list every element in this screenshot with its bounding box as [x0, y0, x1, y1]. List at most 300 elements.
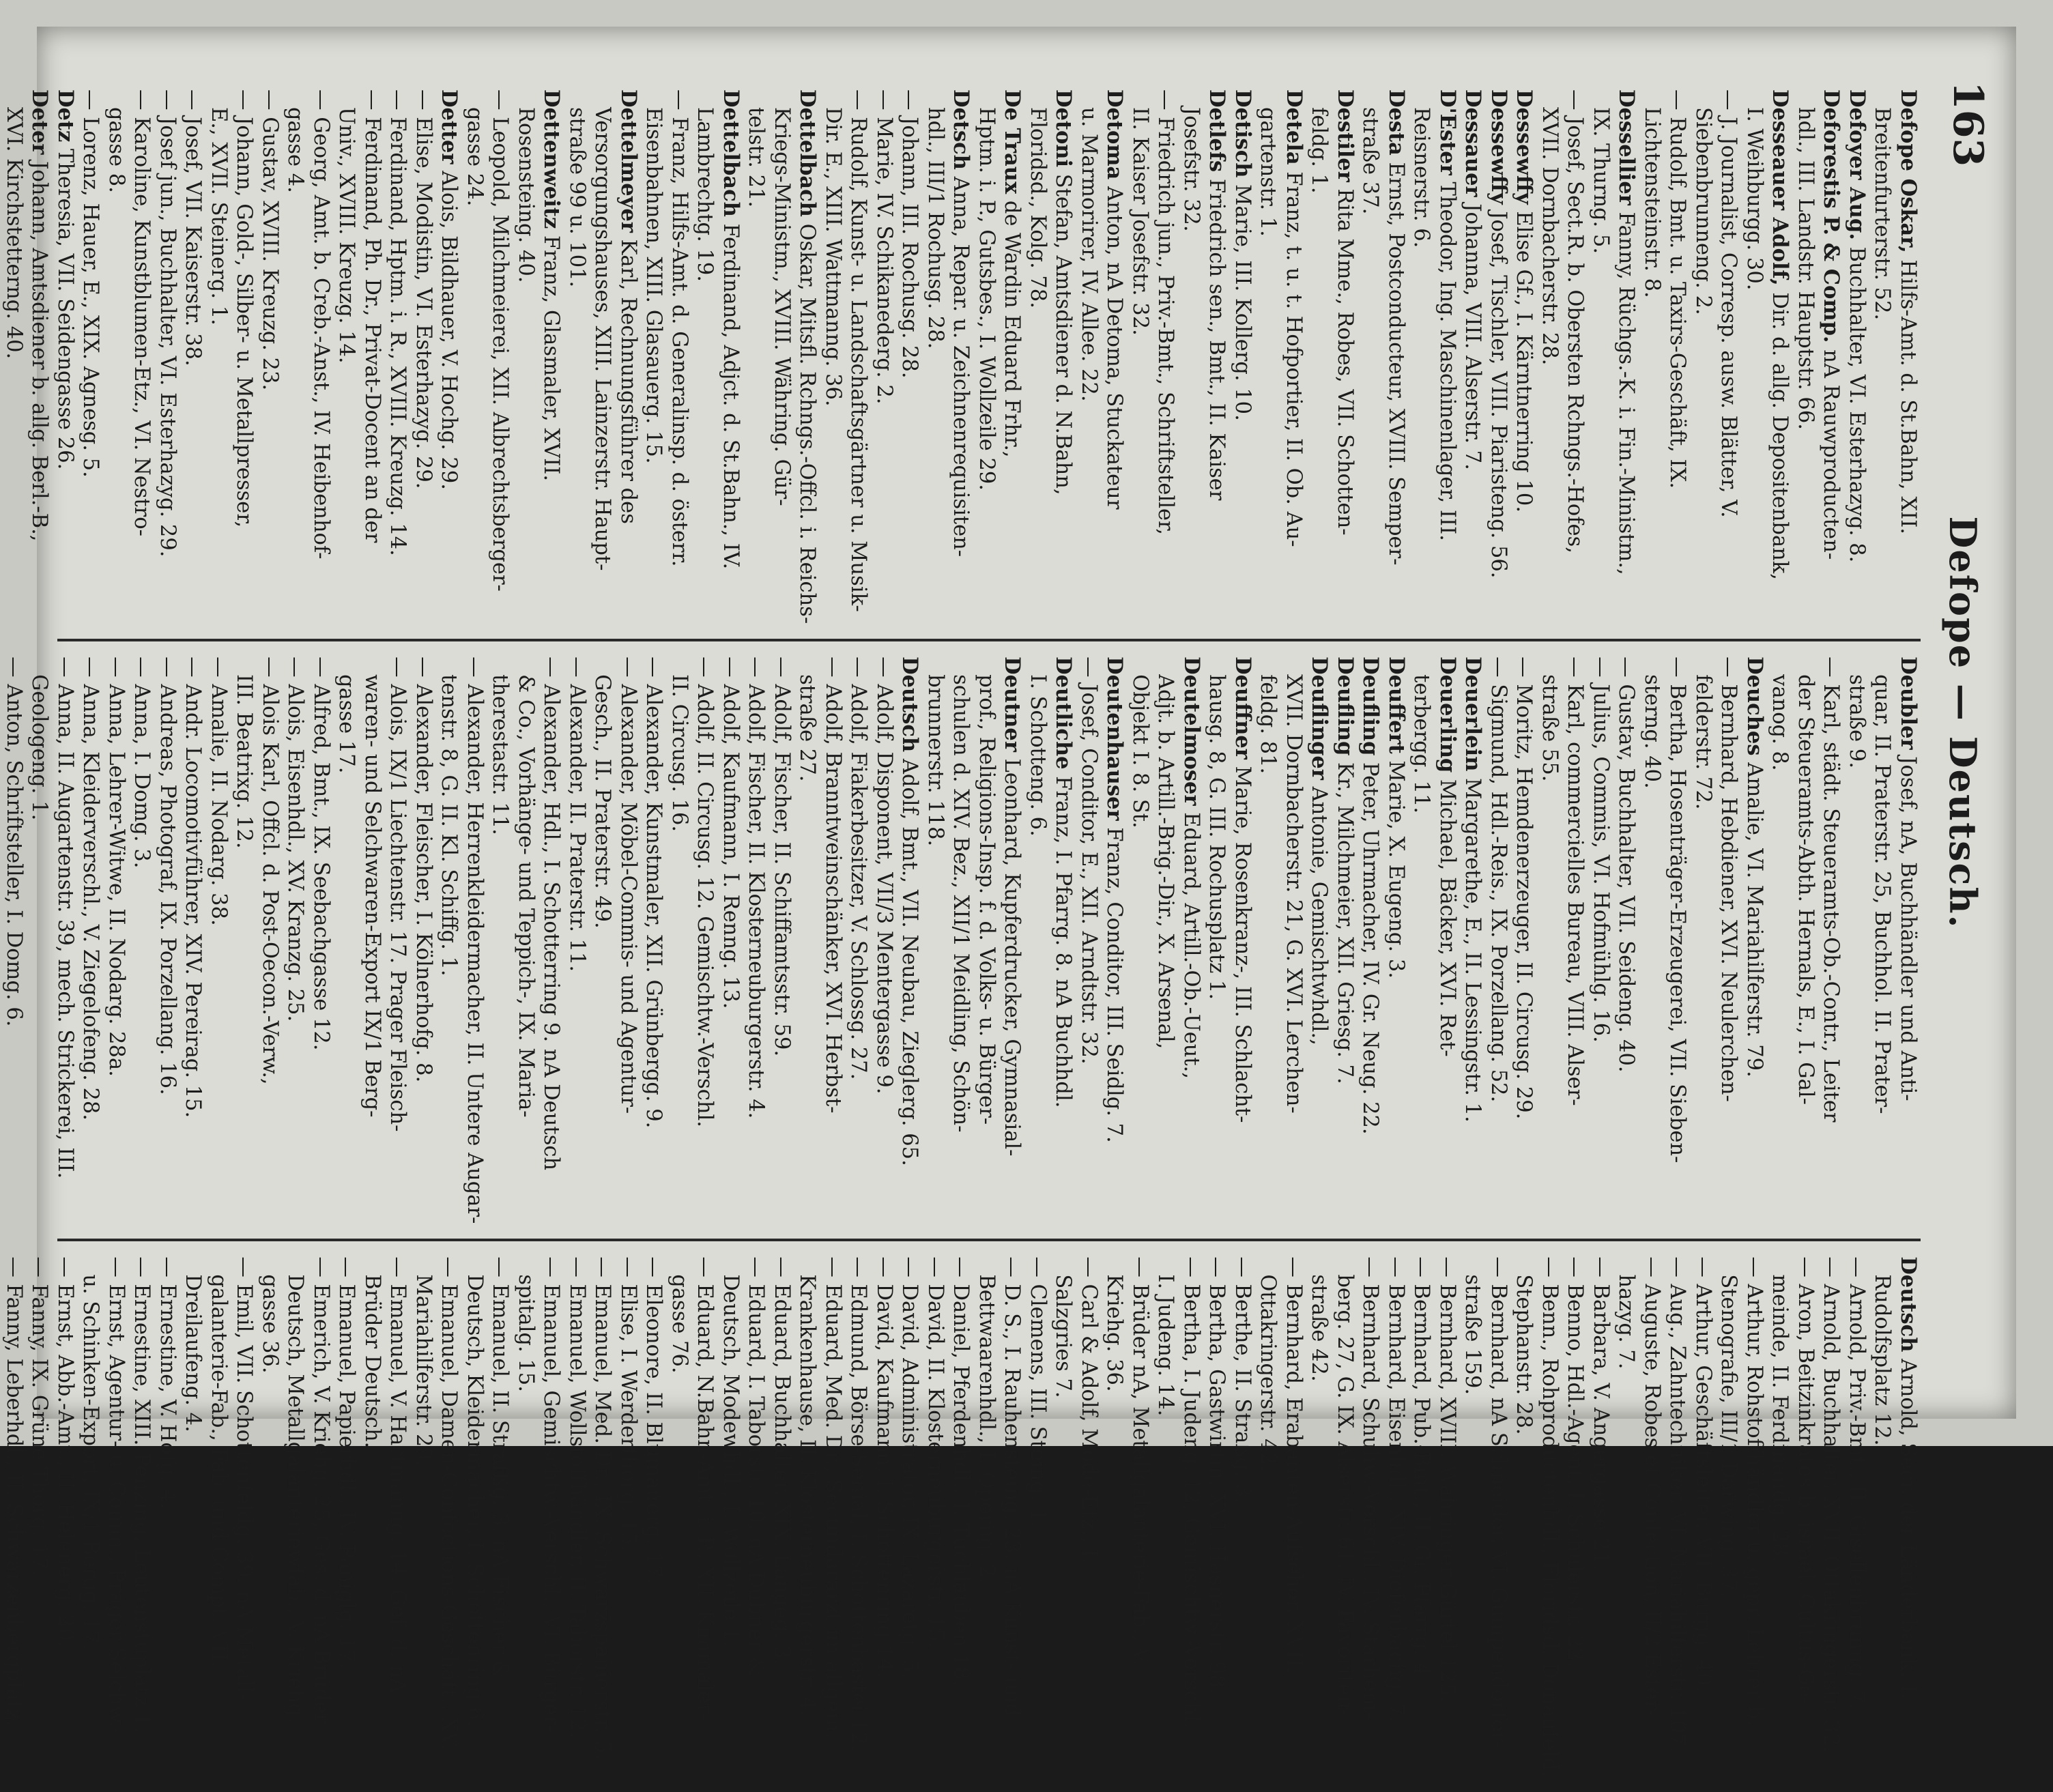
- entry-text: feldg. 1.: [1307, 107, 1332, 194]
- directory-entry: [718, 89, 744, 624]
- directory-entry: [283, 1256, 308, 1777]
- entry-text: [0, 143, 1, 531]
- directory-entry: [872, 656, 898, 1224]
- entry-name: — Franz,: [667, 89, 691, 185]
- entry-text: Breitenfurterstr. 52.: [1870, 107, 1895, 321]
- directory-entry: [257, 656, 283, 1224]
- entry-text: gasse 36.: [258, 1274, 282, 1374]
- directory-entry: [334, 656, 360, 1224]
- entry-name: Detsch: [949, 89, 974, 170]
- entry-text: N.Bahn-Amt. i. P., XII. Kimmaler-: [693, 1374, 717, 1720]
- entry-text: Commis, VI. Hofmühlg. 16.: [1589, 756, 1613, 1043]
- directory-entry: [436, 1256, 462, 1777]
- entry-text: Fiakerbesitzer, V. Schlossg. 27.: [846, 751, 871, 1080]
- directory-entry: [1562, 89, 1588, 624]
- directory-entry: [999, 1256, 1025, 1777]
- directory-entry: [564, 1256, 590, 1777]
- entry-name: — Ernestine,: [130, 1256, 154, 1393]
- directory-entry: [462, 1256, 488, 1777]
- entry-text: nA, Metallgalanterie-Fab., V.: [1128, 1365, 1152, 1666]
- entry-text: gasse 24.: [463, 107, 487, 207]
- entry-name: — Benno,: [1563, 1256, 1588, 1358]
- directory-entry: [513, 656, 539, 1224]
- entry-text: u. Marmorirer, IV. Allee. 22.: [1077, 107, 1101, 402]
- entry-name: — Eduard,: [693, 1256, 717, 1368]
- entry-text: Fischer, II. Schiffamtsstr. 59.: [770, 751, 794, 1057]
- entry-name: — Adolf,: [693, 656, 717, 745]
- entry-name: — Karoline,: [130, 89, 154, 214]
- entry-name: — Moritz,: [1512, 656, 1536, 761]
- entry-text: VII. Kaiserstr. 38.: [181, 181, 205, 366]
- entry-text: [0, 760, 1, 1090]
- directory-entry: [1613, 656, 1639, 1224]
- running-title: Defope — Deutsch.: [1941, 516, 1985, 929]
- entry-text: Josefstr. 32.: [1179, 107, 1203, 232]
- entry-text: Geologeng. 1.: [27, 674, 52, 821]
- entry-name: — Emerich,: [309, 1256, 333, 1380]
- directory-entry: [27, 1256, 53, 1777]
- directory-entry: [846, 1256, 872, 1777]
- entry-name: [0, 1256, 1, 1341]
- entry-text: Dir. d. allg. Depositenbank,: [1768, 292, 1792, 580]
- directory-entry: [27, 656, 53, 1224]
- directory-entry: [283, 89, 308, 624]
- entry-name: — Leopold,: [488, 89, 513, 208]
- directory-entry: [1818, 1256, 1844, 1777]
- entry-text: I. Werderthorg. 15.: [616, 1348, 640, 1552]
- entry-text: Adolf, Bmt., VII. Neubau, Zieglerg. 65.: [898, 758, 922, 1166]
- entry-text: Versorgungshauses, XIII. Lainzerstr. Haupt-: [590, 107, 615, 571]
- entry-name: — Auguste,: [1640, 1256, 1664, 1378]
- directory-entry: [1562, 656, 1588, 1224]
- directory-entry: [231, 89, 257, 624]
- directory-entry: [616, 1256, 642, 1777]
- directory-entry: [1665, 656, 1691, 1224]
- entry-name: — Emanuel,: [565, 1256, 589, 1384]
- entry-text: berg. 27, G. IX. Alserstr. 61, IV. Favoriten-: [1333, 1274, 1357, 1716]
- directory-entry: [78, 656, 104, 1224]
- directory-entry: [1562, 1256, 1588, 1777]
- directory-entry: [53, 89, 78, 624]
- entry-name: Deufling: [1333, 656, 1358, 756]
- entry-text: Hilfs-Amt. d. St.Bahn, XII.: [1896, 259, 1920, 534]
- entry-text: Peter, Uhrmacher, IV. Gr. Neug. 22.: [1358, 762, 1383, 1135]
- entry-text: Rosensteing. 40.: [514, 107, 538, 283]
- directory-entry: [487, 656, 513, 1224]
- directory-entry: [1767, 89, 1793, 624]
- directory-entry: [1691, 89, 1717, 624]
- directory-entry: [155, 656, 181, 1224]
- directory-entry: [1844, 1256, 1870, 1777]
- entry-text: II. Blumauerg. 17.: [642, 1392, 666, 1585]
- entry-text: Agentur- u. Comm., Prager Selchw.-: [104, 1355, 128, 1735]
- entry-text: I. Taborstr. 10, nA Dubner &: [744, 1374, 769, 1676]
- entry-name: — Anna,: [53, 656, 77, 745]
- directory-entry: [1818, 89, 1844, 624]
- entry-name: — Eduard,: [770, 1256, 794, 1368]
- directory-entry: [308, 1256, 334, 1777]
- entry-name: Deuches: [1742, 656, 1767, 756]
- entry-text: jun., Priv.-Bmt., Schriftsteller,: [1153, 222, 1178, 535]
- entry-name: — Friedrich: [1153, 89, 1178, 216]
- directory-entry: [78, 1256, 104, 1777]
- directory-entry: [385, 89, 411, 624]
- directory-entry: [590, 89, 616, 624]
- entry-text: I. Weihburgg. 30.: [1742, 107, 1766, 291]
- entry-name: — Carl: [1077, 1256, 1101, 1329]
- entry-name: — Andreas,: [156, 656, 180, 778]
- directory-entry: [1050, 89, 1076, 624]
- entry-text: Franz, t. u. t. Hofportier, II. Ob. Au-: [1282, 171, 1306, 547]
- entry-text: Kunst- u. Landschaftsgärtner u. Musik-: [846, 199, 871, 612]
- entry-name: Deutelmoser: [1179, 656, 1204, 806]
- entry-name: — Brüder: [1128, 1256, 1152, 1359]
- entry-text: Fanny, Rüchgs.-K. i. Fin.-Ministm.,: [1614, 212, 1639, 575]
- directory-entry: [794, 656, 820, 1224]
- directory-entry: [334, 1256, 360, 1777]
- entry-name: — Arthur,: [1742, 1256, 1766, 1359]
- entry-text: Deutsch, Metallgalanteriewfab., V. Kriehg.: [283, 1274, 308, 1724]
- entry-name: Dessewffy: [1512, 89, 1537, 205]
- entry-name: Deuflinger: [1307, 656, 1332, 780]
- entry-name: Detz: [53, 89, 78, 143]
- directory-entry: [1435, 89, 1461, 624]
- directory-entry: [206, 1256, 232, 1777]
- directory-entry: [487, 89, 513, 624]
- entry-name: — Alexander,: [642, 656, 666, 796]
- directory-entry: [1537, 1256, 1563, 1777]
- entry-name: Deutsch: [898, 656, 923, 753]
- directory-entry: [820, 656, 846, 1224]
- entry-text: XVI. Kirchstetterng. 40.: [2, 107, 26, 360]
- entry-name: — D. S.,: [1000, 1256, 1024, 1340]
- directory-entry: [1255, 656, 1281, 1224]
- entry-text: Hptm. i. P., Gutsbes., I. Wollzeile 29.: [975, 107, 999, 491]
- directory-entry: [385, 656, 411, 1224]
- entry-text: XVIII. Kreuzg. 23.: [258, 201, 282, 391]
- entry-text: III. Beatrixg. 12.: [232, 674, 257, 849]
- entry-text: Ernst, Postconducteur, XVIII. Semper-: [1384, 162, 1408, 566]
- entry-name: — Alexander,: [412, 656, 435, 796]
- entry-text: II. Augartenstr. 39, mech. Strickerei, III.: [53, 751, 77, 1179]
- directory-entry: [1358, 89, 1383, 624]
- entry-text: Franz, I. Pfarrg. 8. nA Buchhdl.: [1051, 776, 1076, 1108]
- directory-entry: [1128, 89, 1153, 624]
- directory-entry: [78, 89, 104, 624]
- directory-entry: [1153, 89, 1179, 624]
- directory-entry: [411, 89, 437, 624]
- entry-name: — Bertha,: [1205, 1256, 1229, 1363]
- entry-name: — Josef,: [1077, 656, 1101, 742]
- directory-entry: [360, 1256, 386, 1777]
- directory-entry: [999, 656, 1025, 1224]
- entry-text: Oskar, Mitsfl. Rchngs.-Offcl. i. Reichs-: [795, 223, 820, 624]
- entry-text: XVIII. Währinger Gürtel 125.: [1435, 1397, 1459, 1703]
- entry-text: Hosenträger-Erzeugerei, VII. Sieben-: [1665, 768, 1690, 1164]
- directory-entry: [283, 656, 308, 1224]
- directory-entry: [308, 656, 334, 1224]
- entry-text: & Co., Vorhänge- und Teppich-, IX. Maria-: [514, 674, 538, 1118]
- entry-text: Locomotivführer, XIV. Pereirag. 15.: [181, 747, 205, 1118]
- entry-text: gasse 8.: [104, 107, 128, 193]
- entry-text: IX. Grüne Thorg. 17.: [27, 1358, 52, 1577]
- directory-entry: [129, 1256, 155, 1777]
- directory-entry: [846, 89, 872, 624]
- directory-entry: [974, 656, 1000, 1224]
- entry-text: I. Domg. 3.: [130, 751, 154, 869]
- entry-name: — Bernhard,: [1717, 656, 1741, 791]
- directory-entry: [1358, 656, 1383, 1224]
- entry-name: — Rudolf,: [846, 89, 871, 192]
- directory-entry: [1486, 656, 1512, 1224]
- directory-entry: [948, 1256, 974, 1777]
- directory-entry: [1895, 1256, 1921, 1777]
- directory-entry: [1639, 656, 1665, 1224]
- directory-entry: [1639, 89, 1665, 624]
- entry-text: Schriftsteller, I. Domg. 6.: [2, 760, 26, 1027]
- directory-entry: [1179, 1256, 1205, 1777]
- entry-text: Beitzinkrates b. israel. Cultus-Ge-: [1794, 1348, 1818, 1705]
- entry-name: — Johann,: [898, 89, 922, 197]
- entry-text: Disponent, VII/3 Mentergasse 9.: [872, 751, 896, 1095]
- columns: [2, 74, 1921, 1778]
- entry-name: — Bernhard,: [1435, 1256, 1459, 1391]
- entry-name: — Ferdinand,: [386, 89, 410, 232]
- entry-text: terbergg. 11.: [1409, 674, 1434, 814]
- directory-entry: [1742, 89, 1768, 624]
- directory-entry: [923, 89, 949, 624]
- entry-text: Wollstoffhändler, II. Taborstr. 12.: [565, 1390, 589, 1739]
- directory-entry: [1486, 89, 1512, 624]
- entry-text: Hilfs-Amt. d. Generalinsp. d. österr.: [667, 191, 691, 567]
- entry-text: Dreilaufeng. 4.: [181, 1274, 205, 1432]
- entry-text: Papierhdl., IV. Paniglg. 17.: [334, 1390, 359, 1670]
- entry-text: Photograf, IX. Porzellang. 16.: [156, 784, 180, 1095]
- directory-entry: [1204, 1256, 1230, 1777]
- entry-text: Administrator, IX. Lazaretg. 5.: [898, 1358, 922, 1679]
- entry-name: Detisch: [1231, 89, 1255, 178]
- directory-entry: [1409, 656, 1435, 1224]
- directory-entry: [820, 89, 846, 624]
- entry-text: Pub.-Bmt., II. Gr. Pfarrg. 4.: [1409, 1397, 1434, 1683]
- entry-name: — Anna,: [104, 656, 128, 745]
- entry-name: Destiler: [1333, 89, 1358, 182]
- entry-text: straße 55.: [1538, 674, 1562, 782]
- entry-text: II. Circusg. 12. Gemischtw.-Verschl.: [693, 751, 717, 1127]
- directory-entry: [1, 656, 27, 1224]
- entry-text: Priv.-Bmt., II. Gisellenbrunng. 7.: [1845, 1368, 1869, 1710]
- entry-text: Eisenbahnen, XIII. Glasauerg. 15.: [642, 107, 666, 464]
- entry-text: Mariahilferstr. 29.: [412, 1274, 435, 1467]
- entry-text: Marie, III. Kollerg. 10.: [1231, 184, 1254, 421]
- entry-text: Gold-, Silber- u. Metallpresser,: [232, 203, 257, 528]
- entry-name: Deubler: [1896, 656, 1921, 750]
- entry-text: gasse 76.: [667, 1274, 691, 1374]
- directory-entry: [436, 89, 462, 624]
- entry-text: Brüder Deutsch.: [360, 1274, 384, 1449]
- directory-entry: [1486, 1256, 1512, 1777]
- entry-text: Gastwirtin, XVI. Hasnerstr. 98.: [1205, 1369, 1229, 1694]
- entry-name: — Bernhard,: [1487, 1256, 1510, 1391]
- entry-name: Deter: [27, 89, 53, 155]
- entry-name: — Aron,: [1794, 1256, 1818, 1342]
- directory-entry: [1179, 656, 1205, 1224]
- entry-text: II. Praterstr. 11.: [565, 802, 589, 972]
- directory-entry: [1281, 89, 1307, 624]
- entry-name: — David,: [923, 1256, 947, 1352]
- entry-text: Med. Dr., IX. Schwarzspanierstr. 5.: [590, 1390, 615, 1761]
- entry-text: Hemdenerzeuger, II. Circusg. 29.: [1512, 767, 1536, 1120]
- directory-entry: [1818, 656, 1844, 1224]
- directory-entry: [1128, 656, 1153, 1224]
- directory-entry: [769, 89, 795, 624]
- entry-name: Detlefs: [1205, 89, 1230, 173]
- entry-name: — Ferdinand,: [360, 89, 384, 232]
- entry-name: — Alfred,: [309, 656, 333, 756]
- entry-name: — Adolf,: [821, 656, 845, 745]
- entry-text: Abb.-Amt., II. Helenerg. 20.: [53, 1355, 77, 1648]
- entry-name: Deutner: [1000, 656, 1025, 752]
- entry-text: schulen d. XIV. Bez., XII/1 Meidling, Schön-: [949, 674, 973, 1133]
- directory-entry: [564, 89, 590, 624]
- entry-text: Margarethe, E., II. Lessingstr. 1.: [1461, 778, 1485, 1123]
- entry-text: Conditor, E., XII. Arndtstr. 32.: [1077, 748, 1101, 1065]
- entry-text: Möbel-Commis- und Agentur-: [616, 802, 640, 1114]
- entry-name: — Arnold,: [1819, 1256, 1843, 1362]
- directory-entry: [462, 89, 488, 624]
- entry-text: II. Circusg. 16.: [667, 674, 691, 833]
- entry-text: Fischer, II. Klosterneuburgerstr. 4.: [744, 751, 769, 1119]
- entry-text: tenstr. 8, G. II. Kl. Schiffg. 1.: [437, 674, 461, 977]
- directory-entry: [872, 1256, 898, 1777]
- entry-name: — Arthur,: [1691, 1256, 1715, 1359]
- entry-text: Bmt., IX. Seebachgasse 12.: [309, 762, 333, 1051]
- entry-text: Ph. Dr., Privat-Docent an der: [360, 238, 384, 543]
- entry-text: Branntweinschänker, XVI. Herbst-: [821, 751, 845, 1114]
- directory-entry: [1435, 656, 1461, 1224]
- entry-text: Eduard, Artill.-Ob.-Ueut.,: [1179, 812, 1203, 1080]
- entry-name: — Adolf,: [719, 656, 743, 745]
- directory-entry: [104, 1256, 130, 1777]
- entry-text: Objekt I. 8. St.: [1128, 674, 1152, 828]
- entry-text: Pferdenhdl., I. Tuchlauben 18.: [949, 1365, 973, 1687]
- directory-entry: [1869, 656, 1895, 1224]
- entry-text: I. Judeng. 12, Gemischtw.-Verschl.: [1179, 1369, 1203, 1729]
- directory-entry: [1153, 656, 1179, 1224]
- directory-entry: [1742, 1256, 1768, 1777]
- entry-text: Modistin, VI. Esterhazyg. 29.: [412, 182, 435, 489]
- entry-text: Milchmeierei, XII. Albrechtsberger-: [488, 214, 513, 592]
- entry-text: Geschäftsleiter, VII. Burgg. 40.: [1691, 1365, 1715, 1693]
- entry-name: — David,: [898, 1256, 922, 1352]
- entry-text: Kunstblumen-Etz., VI. Nestro-: [130, 219, 154, 536]
- entry-name: Desseauer Adolf,: [1768, 89, 1793, 286]
- directory-entry: [257, 89, 283, 624]
- directory-entry: [1844, 656, 1870, 1224]
- directory-entry: [180, 656, 206, 1224]
- entry-text: Kriehg. 36.: [1102, 1274, 1127, 1392]
- entry-text: VII. Schottenfeldg. 39. nA Metall-: [232, 1345, 257, 1701]
- entry-text: nA Rauwproducten-: [1819, 349, 1843, 560]
- entry-name: — Fanny,: [27, 1256, 52, 1352]
- directory-entry: [1537, 89, 1563, 624]
- entry-name: — Emanuel,: [334, 1256, 359, 1384]
- directory-entry: [1332, 89, 1358, 624]
- directory-entry: [1358, 1256, 1383, 1777]
- directory-entry: [820, 1256, 846, 1777]
- directory-entry: [794, 1256, 820, 1777]
- entry-text: II. Strafßg. 3. nA Fischer &: [488, 1390, 513, 1679]
- entry-name: — Anna,: [130, 656, 154, 745]
- entry-name: Dessellier: [1614, 89, 1639, 205]
- entry-name: — Clemens,: [1026, 1256, 1050, 1382]
- entry-name: — Anna,: [78, 656, 103, 745]
- entry-name: — Gustav,: [1614, 656, 1639, 762]
- directory-entry: [104, 656, 130, 1224]
- entry-text: Josef, nA, Buchhändler und Anti-: [1896, 756, 1920, 1101]
- directory-entry: [1409, 89, 1435, 624]
- directory-entry: [1076, 1256, 1102, 1777]
- directory-entry: [1409, 1256, 1435, 1777]
- directory-entry: [1230, 656, 1256, 1224]
- directory-entry: [513, 89, 539, 624]
- directory-entry: [1844, 89, 1870, 624]
- entry-name: — Sigmund,: [1487, 656, 1510, 785]
- directory-entry: [1511, 89, 1537, 624]
- directory-entry: [1204, 89, 1230, 624]
- entry-text: Kaufmann, I. Schottenring 14.: [872, 1358, 896, 1679]
- directory-entry: [257, 1256, 283, 1777]
- entry-text: sterng. 40.: [1640, 674, 1664, 789]
- entry-text: straße 27.: [795, 674, 820, 782]
- directory-entry: [1050, 656, 1076, 1224]
- entry-name: — Benn.,: [1538, 1256, 1562, 1352]
- directory-entry: [411, 656, 437, 1224]
- entry-name: — Eduard,: [744, 1256, 769, 1368]
- directory-entry: [590, 656, 616, 1224]
- entry-text: Hdl.-Agent, I. Schulerstr. 22.: [1563, 1364, 1588, 1668]
- directory-entry: [1511, 656, 1537, 1224]
- entry-name: Dessauer: [1461, 89, 1486, 197]
- directory-entry: [1895, 89, 1921, 624]
- entry-name: — Alois,: [283, 656, 308, 742]
- entry-text: nA Schneider, VI. Gumpendorfer-: [1487, 1397, 1510, 1749]
- entry-text: II. Nodarg. 38.: [207, 770, 231, 926]
- directory-entry: [590, 1256, 616, 1777]
- directory-entry: [1332, 656, 1358, 1224]
- entry-name: Deutsch: [1896, 1256, 1921, 1353]
- entry-name: — Bertha,: [1179, 1256, 1203, 1363]
- directory-entry: [1716, 1256, 1742, 1777]
- entry-text: V. Hofg. 4.: [156, 1399, 180, 1509]
- entry-text: & Adolf, Mode-Etz., I.: [1077, 1335, 1101, 1565]
- entry-text: V. Angergasse 21.: [1589, 1383, 1613, 1571]
- entry-text: Damen-Confections-Geschäft., XV.: [437, 1390, 461, 1750]
- directory-entry: [1306, 89, 1332, 624]
- entry-name: — Alexander,: [463, 656, 487, 796]
- entry-text: Franz, Glasmaler, XVII.: [539, 235, 564, 482]
- entry-name: — Adolf,: [770, 656, 794, 745]
- entry-text: Univ., XVIII. Kreuzg. 14.: [334, 107, 359, 364]
- entry-text: Floridsd., Kolg. 78.: [1026, 107, 1050, 308]
- entry-name: — Barbara,: [1589, 1256, 1613, 1376]
- entry-name: Deuerling: [1435, 656, 1460, 773]
- directory-entry: [308, 89, 334, 624]
- directory-entry: [641, 1256, 667, 1777]
- directory-entry: [1742, 656, 1768, 1224]
- entry-text: städt. Steueramts-Ob.-Contr., Leiter: [1819, 742, 1843, 1123]
- directory-entry: [334, 89, 360, 624]
